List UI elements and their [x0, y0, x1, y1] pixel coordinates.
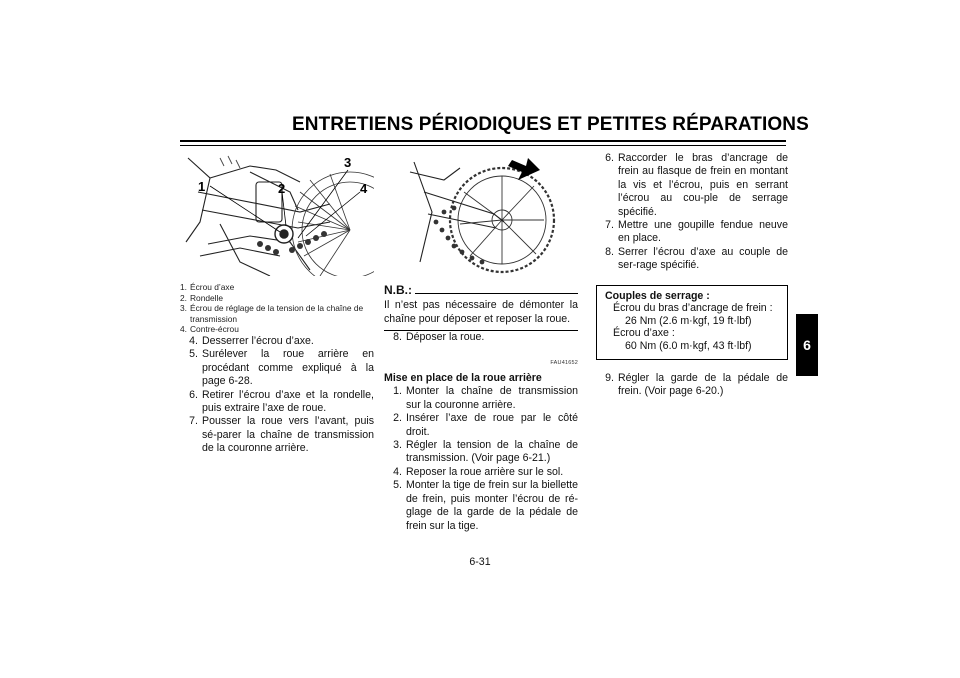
step-item: 1. Monter la chaîne de transmission sur la couronne arrière.: [393, 385, 578, 411]
step-item: 4. Reposer la roue arrière sur le sol.: [393, 465, 564, 478]
column-1: [180, 152, 374, 456]
figure-axle-adjuster: [180, 152, 374, 276]
torque-item-value: 26 Nm (2.6 m·kgf, 19 ft·lbf): [625, 314, 752, 327]
legend-item: 4. Contre-écrou: [180, 324, 239, 335]
step-item: 4. Desserrer l’écrou d’axe.: [189, 334, 314, 347]
torque-spec-box: [596, 285, 788, 360]
torque-item-label: Écrou du bras d’ancrage de frein :: [613, 302, 773, 315]
step-item: 8. Déposer la roue.: [393, 331, 485, 344]
section-title: Mise en place de la roue arrière: [384, 372, 542, 385]
figure-legend: [180, 282, 374, 335]
note-title: N.B.:: [384, 283, 412, 297]
legend-item: 1. Écrou d’axe: [180, 282, 235, 292]
step-item: 8. Serrer l’écrou d’axe au couple de ser-rage spécifié.: [605, 245, 788, 272]
step-list: [596, 372, 788, 399]
wheel-illustration: [384, 152, 578, 274]
legend-item: 2. Rondelle: [180, 292, 224, 303]
axle-illustration: [180, 152, 374, 276]
torque-item-label: Écrou d’axe :: [613, 327, 675, 340]
page-number: 6-31: [469, 556, 491, 568]
step-list: [180, 335, 374, 456]
step-item: 9. Régler la garde de la pédale de frein. (Voir page 6-20.): [605, 371, 788, 398]
step-item: 6. Retirer l’écrou d’axe et la rondelle, puis extraire l’axe de roue.: [189, 388, 374, 414]
step-list: [384, 331, 578, 344]
callout-2: 2: [278, 181, 286, 196]
step-list: [596, 152, 788, 273]
step-item: 7. Pousser la roue vers l’avant, puis sé-parer la chaîne de transmission de la couronne arrière.: [189, 415, 374, 455]
step-list: [384, 385, 578, 532]
column-2: [384, 152, 578, 533]
step-item: 5. Monter la tige de frein sur la biellette de frein, puis monter l’écrou de ré-glage de la garde de la pédale de frein sur la tige.: [393, 479, 578, 532]
note-rule: [415, 293, 578, 294]
step-item: 3. Régler la tension de la chaîne de transmission. (Voir page 6-21.): [393, 439, 578, 465]
note-text: Il n’est pas nécessaire de démonter la chaîne pour déposer et reposer la roue.: [384, 299, 578, 325]
note-block: [384, 284, 578, 331]
step-item: 5. Surélever la roue arrière en procédant comme expliqué à la page 6-28.: [189, 348, 374, 388]
step-item: 7. Mettre une goupille fendue neuve en place.: [605, 219, 788, 245]
title-rule-thin: [180, 145, 786, 146]
chapter-tab[interactable]: 6: [796, 314, 818, 376]
section-code: FAU41652: [550, 359, 578, 366]
callout-3: 3: [344, 155, 352, 170]
column-3: [596, 152, 788, 398]
torque-title: Couples de serrage :: [605, 289, 710, 302]
legend-item: 3. Écrou de réglage de la tension de la chaîne de transmission: [180, 303, 364, 324]
step-item: 6. Raccorder le bras d’ancrage de frein au flasque de frein en montant la vis et l’écrou, puis en serrant l’écrou au cou-ple de serrage spécifié.: [605, 152, 788, 218]
callout-1: 1: [198, 179, 206, 194]
callout-4: 4: [360, 181, 368, 196]
page-title: ENTRETIENS PÉRIODIQUES ET PETITES RÉPARATIONS: [292, 114, 809, 135]
figure-wheel-removal: [384, 152, 578, 274]
torque-item-value: 60 Nm (6.0 m·kgf, 43 ft·lbf): [625, 340, 752, 353]
step-item: 2. Insérer l’axe de roue par le côté droit.: [393, 412, 578, 438]
title-rule: [180, 140, 786, 142]
